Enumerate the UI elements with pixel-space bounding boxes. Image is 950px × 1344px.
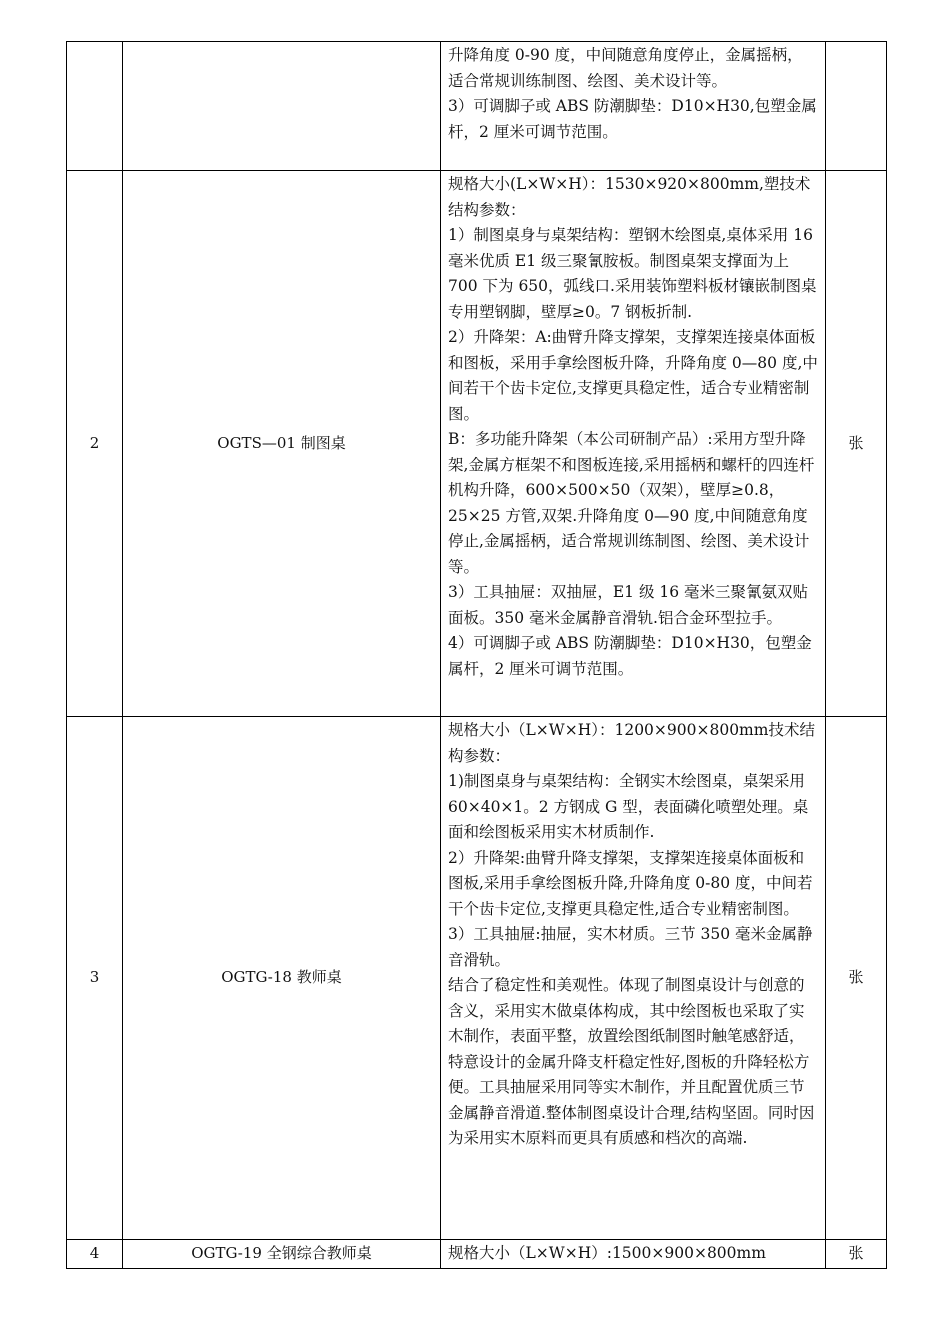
spec-paragraph: 规格大小（L×W×H）：1200×900×800mm技术结构参数： [448,721,815,765]
spec-description-cell [441,717,826,1240]
row-number-cell [67,42,123,171]
row-number-cell: 2 [67,171,123,717]
spec-paragraph: 规格大小(L×W×H）：1530×920×800mm,塑技术结构参数： [448,175,811,219]
spec-paragraph: 1)制图桌身与桌架结构：全钢实木绘图桌，桌架采用 60×40×1。2 方钢成 G 型，表面磷化喷塑处理。桌面和绘图板采用实木材质制作. [448,772,809,841]
table-row [67,171,887,717]
row-number-cell: 3 [67,717,123,1240]
product-name-cell: OGTS—01 制图桌 [123,171,441,717]
product-name-cell: OGTG-19 全钢综合教师桌 [123,1240,441,1269]
spec-paragraph: 2）升降架:曲臂升降支撑架，支撑架连接桌体面板和图板,采用手拿绘图板升降,升降角度 0-80 度，中间若干个齿卡定位,支撑更具稳定性,适合专业精密制图。 [448,848,813,918]
spec-paragraph: 3）工具抽屉:抽屉，实木材质。三节 350 毫米金属静音滑轨。 [448,925,813,969]
product-name-cell: OGTG-18 教师桌 [123,717,441,1240]
unit-cell: 张 [826,717,887,1240]
table-row [67,42,887,171]
product-name-cell [123,42,441,171]
row-number-cell: 4 [67,1240,123,1269]
spec-description-cell [441,1240,826,1269]
table-row [67,1240,887,1269]
spec-paragraph: 升降角度 0-90 度，中间随意角度停止，金属摇柄，适合常规训练制图、绘图、美术设计等。 [448,46,803,90]
product-spec-table [66,41,887,1269]
spec-description-cell [441,42,826,171]
spec-paragraph: 4）可调脚子或 ABS 防潮脚垫：D10×H30，包塑金属杆，2 厘米可调节范围。 [448,634,812,678]
spec-paragraph: 3）工具抽屉：双抽屉，E1 级 16 毫米三聚氰氨双贴面板。350 毫米金属静音滑轨.铝合金环型拉手。 [448,583,809,627]
unit-cell: 张 [826,171,887,717]
spec-paragraph: 结合了稳定性和美观性。体现了制图桌设计与创意的含义，采用实木做桌体构成，其中绘图板也采取了实木制作，表面平整，放置绘图纸制图时触笔感舒适，特意设计的金属升降支杆稳定性好,图板的升降轻松方便。工具抽屉采用同等实木制作，并且配置优质三节金属静音滑道.整体制图桌设计合理,结构坚固。同时因为采用实木原料而更具有质感和档次的高端. [448,976,815,1147]
unit-cell [826,42,887,171]
spec-paragraph: B：多功能升降架（本公司研制产品）:采用方型升降架,金属方框架不和图板连接,采用摇柄和螺杆的四连杆机构升降，600×500×50（双架），壁厚≥0.8，25×25 方管,双架.升降角度 0—90 度,中间随意角度停止,金属摇柄，适合常规训练制图、绘图、美术设计等。 [448,430,815,576]
spec-paragraph: 1）制图桌身与桌架结构：塑钢木绘图桌,桌体采用 16 毫米优质 E1 级三聚氰胺板。制图桌架支撑面为上 700 下为 650，弧线口.采用装饰塑料板材镶嵌制图桌专用塑钢脚，壁厚≥0。7 钢板折制. [448,226,817,321]
unit-cell: 张 [826,1240,887,1269]
spec-description-cell [441,171,826,717]
table-row [67,717,887,1240]
spec-paragraph: 2）升降架：A:曲臂升降支撑架，支撑架连接桌体面板和图板，采用手拿绘图板升降，升降角度 0—80 度,中间若干个齿卡定位,支撑更具稳定性，适合专业精密制图。 [448,328,818,423]
spec-paragraph: 3）可调脚子或 ABS 防潮脚垫：D10×H30,包塑金属杆，2 厘米可调节范围。 [448,97,817,141]
spec-paragraph: 规格大小（L×W×H）:1500×900×800mm [448,1244,766,1262]
